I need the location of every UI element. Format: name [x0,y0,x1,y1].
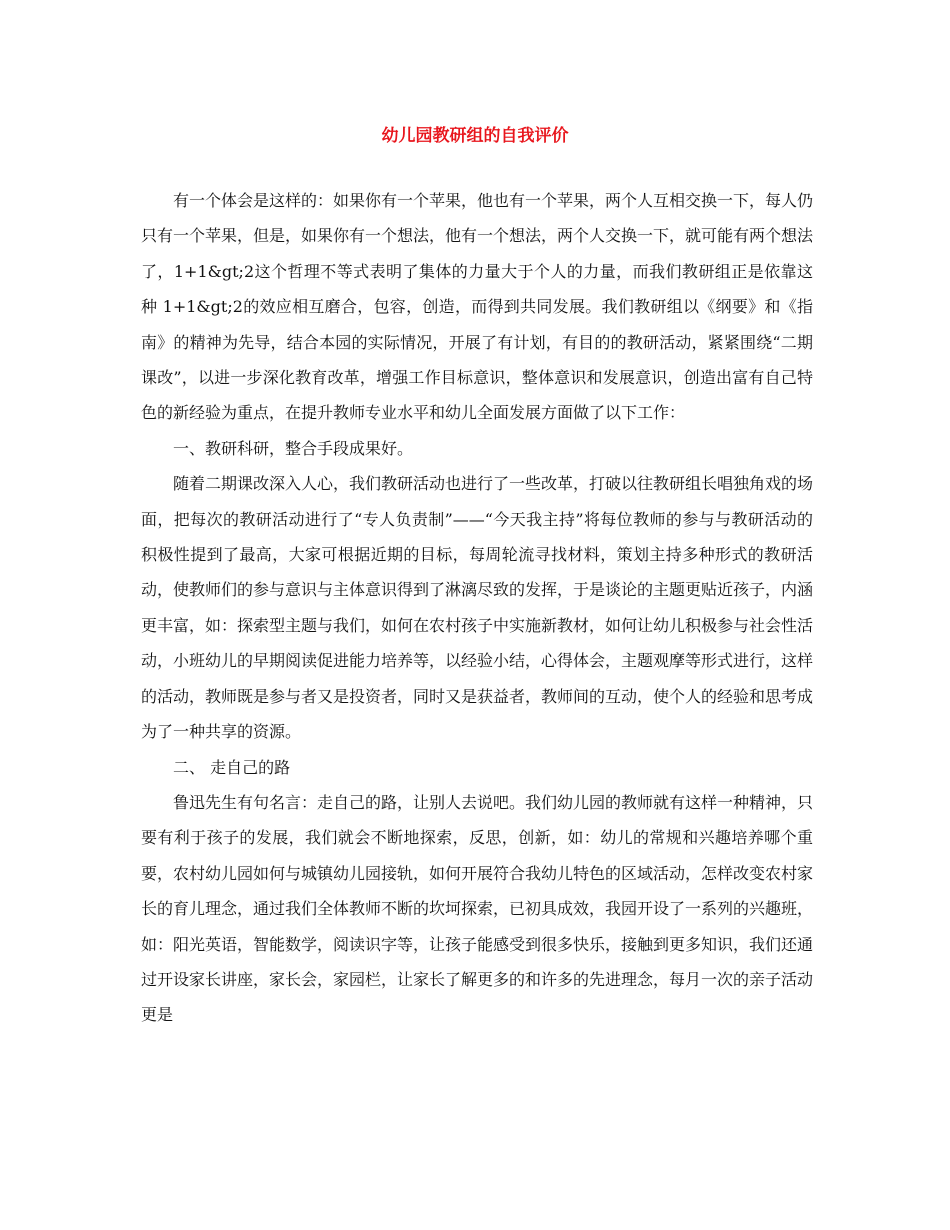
paragraph-intro: 有一个体会是这样的：如果你有一个苹果，他也有一个苹果，两个人互相交换一下，每人仍只有一个苹果，但是，如果你有一个想法，他有一个想法，两个人交换一下，就可能有两个想法了，1+1&gt;2这个哲理不等式表明了集体的力量大于个人的力量，而我们教研组正是依靠这种 1+1&gt;2的效应相互磨合，包容，创造，而得到共同发展。我们教研组以《纲要》和《指南》的精神为先导，结合本园的实际情况，开展了有计划，有目的的教研活动，紧紧围绕“二期课改”，以进一步深化教育改革，增强工作目标意识，整体意识和发展意识，创造出富有自己特色的新经验为重点，在提升教师专业水平和幼儿全面发展方面做了以下工作： [141,191,814,423]
document-body [141,183,813,1033]
paragraph-section-1: 随着二期课改深入人心，我们教研活动也进行了一些改革，打破以往教研组长唱独角戏的场面，把每次的教研活动进行了“专人负责制”——“今天我主持”将每位教师的参与与教研活动的积极性提到了最高，大家可根据近期的目标，每周轮流寻找材料，策划主持多种形式的教研活动，使教师们的参与意识与主体意识得到了淋漓尽致的发挥，于是谈论的主题更贴近孩子，内涵更丰富，如：探索型主题与我们，如何在农村孩子中实施新教材，如何让幼儿积极参与社会性活动，小班幼儿的早期阅读促进能力培养等，以经验小结，心得体会，主题观摩等形式进行，这样的活动，教师既是参与者又是投资者，同时又是获益者，教师间的互动，使个人的经验和思考成为了一种共享的资源。 [141,474,814,742]
section-heading-1: 一、教研科研，整合手段成果好。 [173,438,414,458]
section-heading-2: 二、 走自己的路 [173,757,291,777]
document-title: 幼儿园教研组的自我评价 [381,126,569,146]
paragraph-section-2: 鲁迅先生有句名言：走自己的路，让别人去说吧。我们幼儿园的教师就有这样一种精神，只要有利于孩子的发展，我们就会不断地探索，反思，创新，如：幼儿的常规和兴趣培养哪个重要，农村幼儿园如何与城镇幼儿园接轨，如何开展符合我幼儿特色的区域活动，怎样改变农村家长的育儿理念，通过我们全体教师不断的坎坷探索，已初具成效，我园开设了一系列的兴趣班，如：阳光英语，智能数学，阅读识字等，让孩子能感受到很多快乐，接触到更多知识，我们还通过开设家长讲座，家长会，家园栏，让家长了解更多的和许多的先进理念，每月一次的亲子活动更是 [141,792,814,1025]
